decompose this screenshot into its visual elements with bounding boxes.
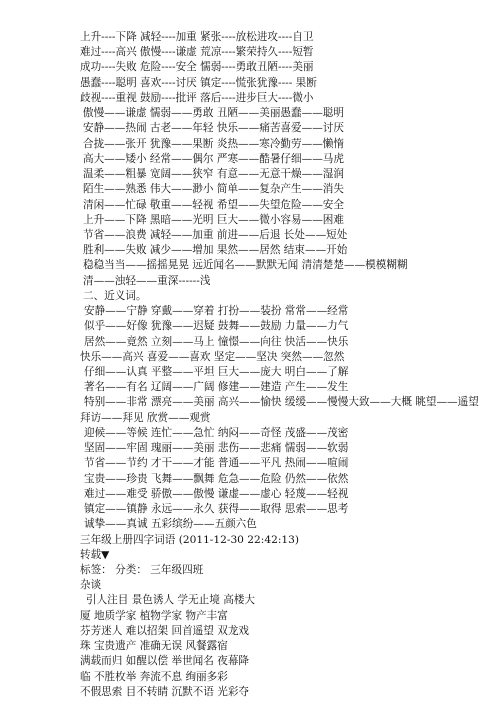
synonym-line: 似乎——好像 犹豫——迟疑 鼓舞——鼓励 力量——力气 (84, 320, 349, 333)
section-heading: 二、近义词。 (83, 289, 147, 302)
idiom-line: 珠 宝贵遗产 准确无误 风餐露宿 (80, 640, 228, 653)
post-title: 三年级上册四字词语 (2011-12-30 22:42:13) (80, 533, 300, 546)
antonym-line: 合拢——张开 犹豫——果断 炎热——寒冷勤劳——懒惰 (83, 137, 344, 150)
idiom-line: 芬芳迷人 难以招架 回首遥望 双龙戏 (80, 624, 250, 637)
synonym-line: 安静——宁静 穿戴——穿着 打扮——装扮 常常——经常 (84, 305, 349, 318)
synonym-line: 著名——有名 辽阔——广阔 修建——建造 产生——发生 (84, 381, 349, 394)
antonym-line: 稳稳当当——摇摇晃晃 远近闻名——默默无闻 清清楚楚——模模糊糊 (83, 259, 408, 272)
antonym-line: 成功----失败 危险----安全 懦弱----勇敢丑陋----美丽 (80, 61, 314, 74)
antonym-line: 温柔——粗暴 宽阔——狭窄 有意——无意干燥——湿润 (83, 168, 344, 181)
idiom-line: 引人注目 景色诱人 学无止境 高楼大 (86, 594, 256, 607)
synonym-line: 拜访——拜见 欣赏——观赏 (80, 411, 211, 424)
synonym-line: 节省——节约 才干——才能 普通——平凡 热闹——喧闹 (84, 457, 349, 470)
antonym-line: 傲慢——谦虚 懦弱——勇敢 丑陋——美丽愚蠢——聪明 (83, 107, 344, 120)
synonym-line: 诚挚——真诚 五彩缤纷——五颜六色 (84, 518, 257, 531)
synonym-line: 坚固——牢固 瑰丽——美丽 悲伤——悲痛 懦弱——软弱 (84, 442, 349, 455)
antonym-line: 上升----下降 减轻----加重 紧张----放松进攻----自卫 (80, 31, 314, 43)
antonym-line: 陌生——熟悉 伟大——渺小 简单——复杂产生——消失 (83, 183, 344, 196)
antonym-line: 难过----高兴 傲慢----谦虚 荒凉----繁荣持久----短暂 (80, 46, 314, 59)
antonym-line: 清闲——忙碌 敬重——轻视 希望——失望危险——安全 (83, 198, 344, 211)
synonym-line: 宝贵——珍贵 飞舞——飘舞 危急——危险 仍然——依然 (84, 472, 349, 485)
synonym-line: 镇定——镇静 永远——永久 获得——取得 思索——思考 (84, 503, 349, 516)
antonym-line: 节省——浪费 减轻——加重 前进——后退 长处——短处 (83, 228, 348, 241)
synonym-line: 居然——竟然 立刻——马上 憧憬——向往 快活——快乐 (84, 335, 349, 348)
idiom-line: 临 不胜枚举 奔流不息 绚丽多彩 (80, 670, 228, 683)
antonym-line: 愚蠢----聪明 喜欢----讨厌 镇定----慌张犹豫---- 果断 (80, 76, 317, 89)
synonym-line: 难过——难受 骄傲——傲慢 谦虚——虚心 轻蔑——轻视 (84, 487, 349, 500)
idiom-line: 厦 地质学家 植物学家 物产丰富 (80, 609, 228, 622)
antonym-line: 上升——下降 黑暗——光明 巨大——微小容易——困难 (83, 213, 344, 226)
synonym-line: 仔细——认真 平整——平坦 巨大——庞大 明白——了解 (84, 366, 349, 378)
idiom-line: 不假思索 目不转睛 沉默不语 光彩夺 (80, 685, 250, 698)
category-label: 杂谈 (80, 579, 102, 592)
antonym-line: 高大——矮小 经常——偶尔 严寒——酷暑仔细——马虎 (83, 152, 344, 165)
synonym-line: 迎候——等候 连忙——急忙 纳闷——奇怪 茂盛——茂密 (84, 426, 349, 439)
repost-link[interactable]: 转载▼ (80, 548, 110, 561)
synonym-line: 快乐——高兴 喜爱——喜欢 坚定——坚决 突然——忽然 (80, 350, 345, 363)
tags-line: 标签： 分类： 三年级四班 (80, 563, 204, 576)
antonym-line: 歧视----重视 鼓励----批评 落后----进步巨大----微小 (80, 91, 314, 104)
antonym-line: 胜利——失败 减少——增加 果然——居然 结束——开始 (83, 244, 348, 257)
idiom-line: 满载而归 如醒以偿 举世闻名 夜幕降 (80, 655, 250, 668)
antonym-line: 安静——热闹 古老——年轻 快乐——痛苦喜爱——讨厌 (83, 122, 344, 135)
synonym-line: 特别——非常 漂亮——美丽 高兴——愉快 缓缓——慢慢大致——大概 眺望——遥望 (84, 396, 479, 409)
antonym-line: 清——浊轻——重深------浅 (83, 274, 211, 287)
